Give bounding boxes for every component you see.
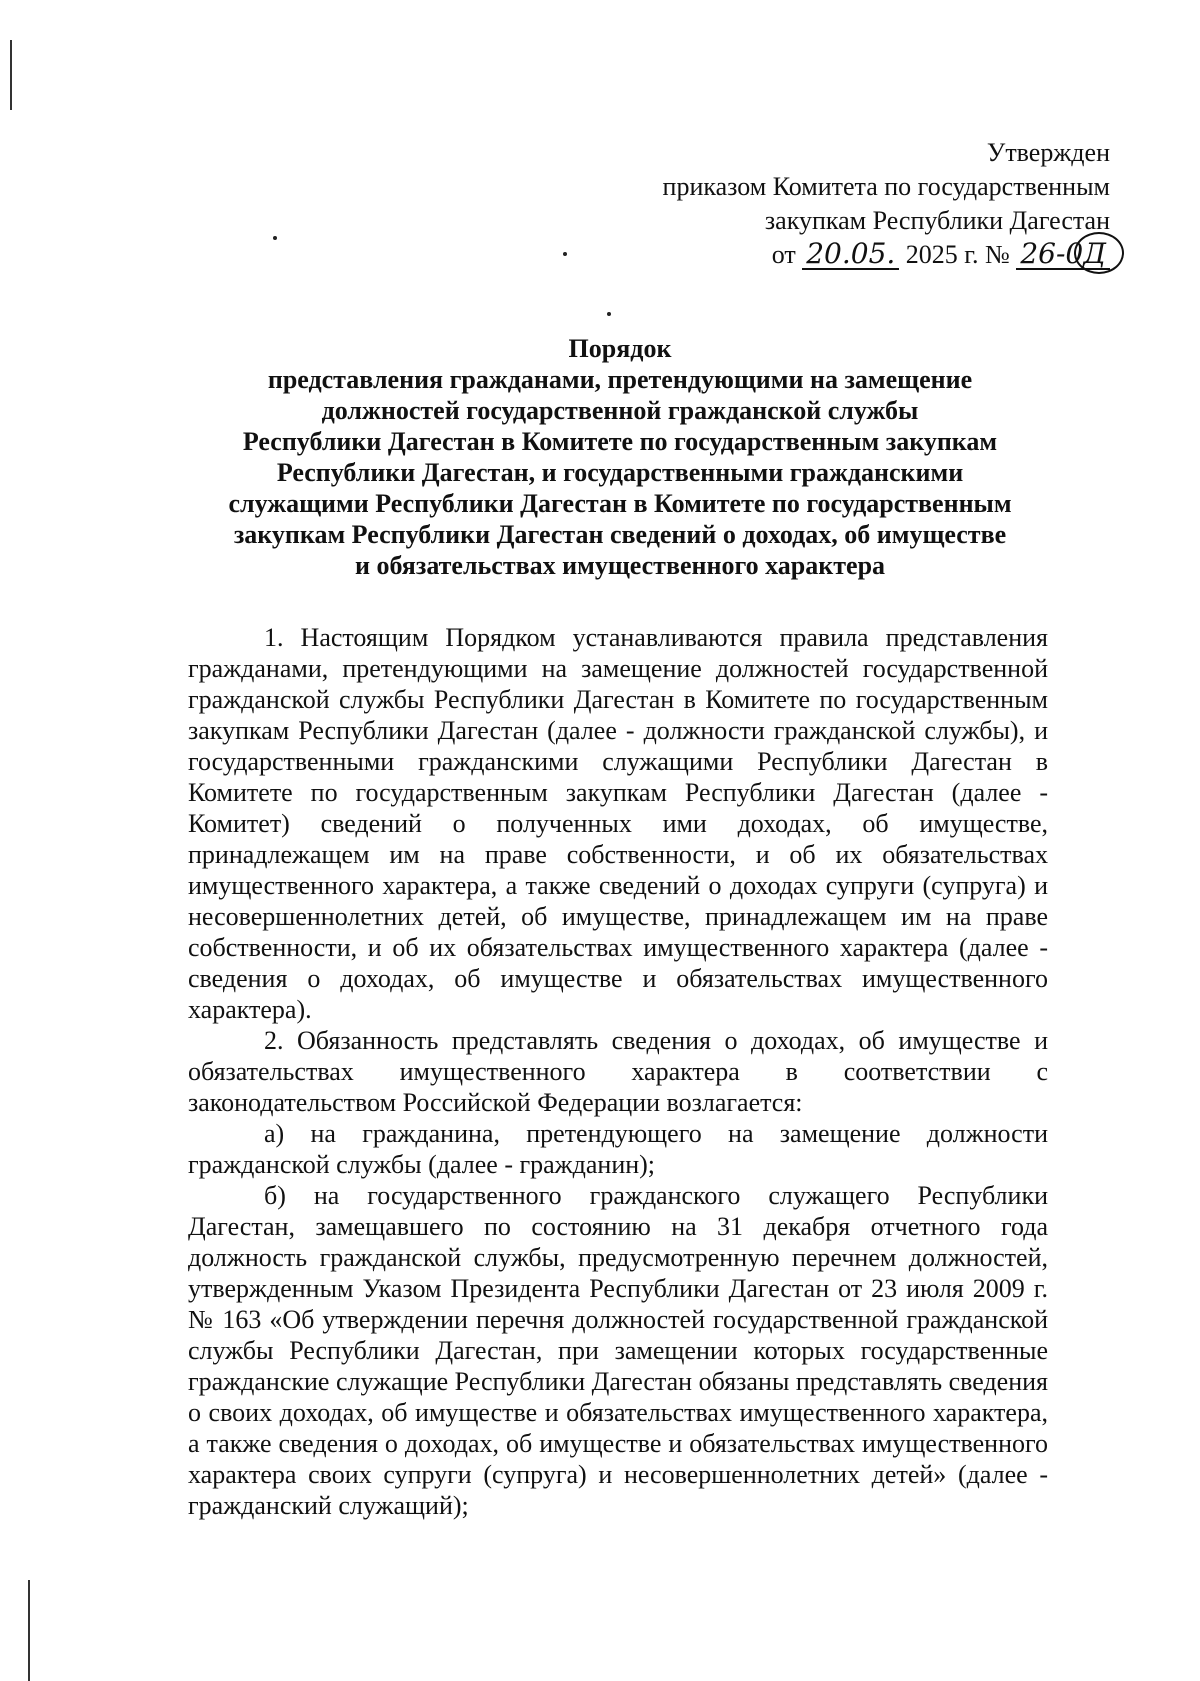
title-line: Республики Дагестан, и государственными гражданскими (276, 458, 964, 487)
title-heading: Порядок (568, 334, 672, 363)
title-line: и обязательствах имущественного характера (354, 551, 886, 580)
scan-edge-line-top (10, 40, 12, 110)
handwritten-date: 20.05. (802, 240, 899, 270)
scan-speck (607, 312, 611, 316)
number-circle-mark (1074, 232, 1124, 274)
title-line: служащими Республики Дагестан в Комитете по государственным (228, 489, 1012, 518)
title-line: представления гражданами, претендующими на замещение (267, 365, 973, 394)
title-line: должностей государственной гражданской службы (321, 396, 919, 425)
approval-block (663, 136, 1110, 272)
scan-speck (563, 252, 567, 256)
paragraph-1: 1. Настоящим Порядком устанавливаются правила представления гражданами, претендующими на замещение должностей государственной гражданской службы Республики Дагестан в Комитете по государственным закупкам Республики Дагестан (далее - должности гражданской службы), и государственными гражданскими служащими Республики Дагестан в Комитете по государственным закупкам Республики Дагестан (далее - Комитет) сведений о полученных ими доходах, об имуществе, принадлежащем им на праве собственности, и об их обязательствах имущественного характера, а также сведений о доходах супруги (супруга) и несовершеннолетних детей, об имуществе, принадлежащем им на праве собственности, и об их обязательствах имущественного характера (далее - сведения о доходах, об имуществе и обязательствах имущественного характера). (188, 623, 1048, 1024)
handwritten-number-wrap (1016, 238, 1110, 272)
scan-edge-line-bottom (28, 1580, 30, 1681)
approval-line-3: закупкам Республики Дагестан (764, 206, 1110, 235)
approval-line-2: приказом Комитета по государственным (662, 172, 1110, 201)
title-line: Республики Дагестан в Комитете по государственным закупкам (242, 427, 998, 456)
document-title (170, 333, 1070, 581)
handwritten-number: 26-0Д (1016, 240, 1110, 270)
year-text: 2025 г. № (905, 240, 1010, 269)
paragraph-2a: а) на гражданина, претендующего на замещение должности гражданской службы (далее - гражданин); (188, 1119, 1048, 1179)
title-line: закупкам Республики Дагестан сведений о доходах, об имуществе (233, 520, 1007, 549)
approval-line-1: Утвержден (986, 138, 1110, 167)
paragraph-2b: б) на государственного гражданского служащего Республики Дагестан, замещавшего по состоянию на 31 декабря отчетного года должность гражданской службы, предусмотренную перечнем должностей, утвержденным Указом Президента Республики Дагестан от 23 июля 2009 г. № 163 «Об утверждении перечня должностей государственной гражданской службы Республики Дагестан, при замещении которых государственные гражданские служащие Республики Дагестан обязаны представлять сведения о своих доходах, об имуществе и обязательствах имущественного характера, а также сведения о доходах, об имуществе и обязательствах имущественного характера своих супруги (супруга) и несовершеннолетних детей» (далее - гражданский служащий); (188, 1181, 1048, 1520)
date-prefix: от (771, 240, 796, 269)
scan-speck (273, 236, 277, 240)
document-body (188, 622, 1048, 1521)
approval-date-line (663, 238, 1110, 272)
paragraph-2: 2. Обязанность представлять сведения о доходах, об имуществе и обязательствах имущественного характера в соответствии с законодательством Российской Федерации возлагается: (188, 1026, 1048, 1117)
